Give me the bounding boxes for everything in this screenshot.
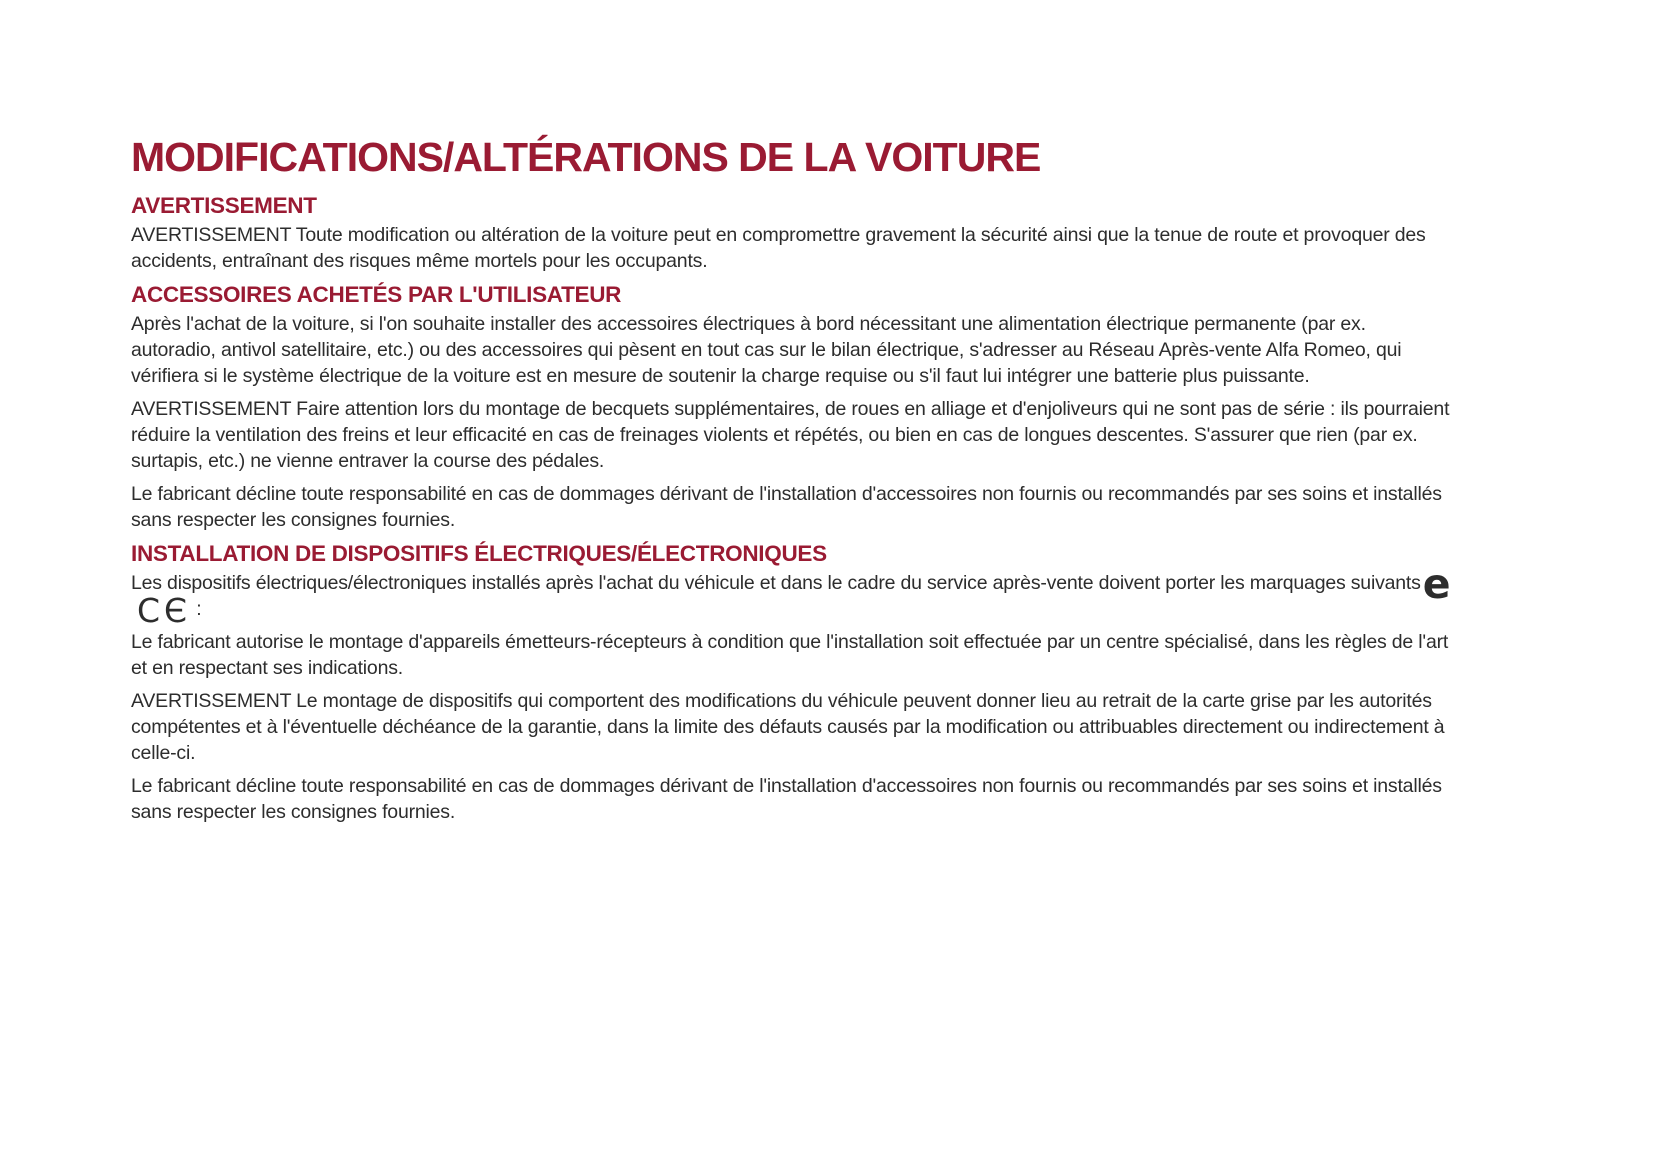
e-approval-mark-icon: e bbox=[1422, 559, 1451, 608]
paragraph-marquages bbox=[131, 559, 1453, 630]
manual-page bbox=[131, 136, 1453, 832]
marquages-colon: : bbox=[191, 597, 202, 620]
section-heading-accessoires: ACCESSOIRES ACHETÉS PAR L'UTILISATEUR bbox=[131, 281, 622, 307]
paragraph-warning-becquets: AVERTISSEMENT Faire attention lors du montage de becquets supplémentaires, de roues en alliage et d'enjoliveurs qui ne sont pas de série : ils pourraient réduire la ventilation des freins et leur efficacité en cas de freinages violents et répétés, ou bien en cas de longues descentes. S'assurer que rien (par ex. surtapis, etc.) ne vienne entraver la course des pédales. bbox=[131, 397, 1450, 472]
paragraph-disclaimer-1: Le fabricant décline toute responsabilité en cas de dommages dérivant de l'installation d'accessoires non fournis ou recommandés par ses soins et installés sans respecter les consignes fournies. bbox=[131, 482, 1442, 531]
marquages-text: Les dispositifs électriques/électroniques installés après l'achat du véhicule et dans le cadre du service après-vente doivent porter les marquages suivants bbox=[131, 571, 1421, 594]
paragraph-emetteurs-recepteurs: Le fabricant autorise le montage d'appareils émetteurs-récepteurs à condition que l'installation soit effectuée par un centre spécialisé, dans les règles de l'art et en respectant ses indications. bbox=[131, 630, 1449, 679]
paragraph-accessoires-electriques: Après l'achat de la voiture, si l'on souhaite installer des accessoires électriques à bord nécessitant une alimentation électrique permanente (par ex. autoradio, antivol satellitaire, etc.) ou des accessoires qui pèsent en tout cas sur le bilan électrique, s'adresser au Réseau Après-vente Alfa Romeo, qui vérifiera si le système électrique de la voiture est en mesure de soutenir la charge requise ou s'il faut lui intégrer une batterie plus puissante. bbox=[131, 312, 1402, 387]
paragraph-warning-modification: AVERTISSEMENT Toute modification ou altération de la voiture peut en compromettre gravement la sécurité ainsi que la tenue de route et provoquer des accidents, entraînant des risques même mortels pour les occupants. bbox=[131, 223, 1426, 272]
paragraph-disclaimer-2: Le fabricant décline toute responsabilité en cas de dommages dérivant de l'installation d'accessoires non fournis ou recommandés par ses soins et installés sans respecter les consignes fournies. bbox=[131, 774, 1442, 823]
section-heading-installation-dispositifs: INSTALLATION DE DISPOSITIFS ÉLECTRIQUES/ÉLECTRONIQUES bbox=[131, 540, 827, 566]
ce-mark-icon: CЄ bbox=[137, 590, 192, 630]
page-title: MODIFICATIONS/ALTÉRATIONS DE LA VOITURE bbox=[131, 134, 1041, 180]
paragraph-warning-carte-grise: AVERTISSEMENT Le montage de dispositifs qui comportent des modifications du véhicule peuvent donner lieu au retrait de la carte grise par les autorités compétentes et à l'éventuelle déchéance de la garantie, dans la limite des défauts causés par la modification ou attribuables directement ou indirectement à celle-ci. bbox=[131, 689, 1445, 764]
section-heading-avertissement: AVERTISSEMENT bbox=[131, 193, 317, 219]
